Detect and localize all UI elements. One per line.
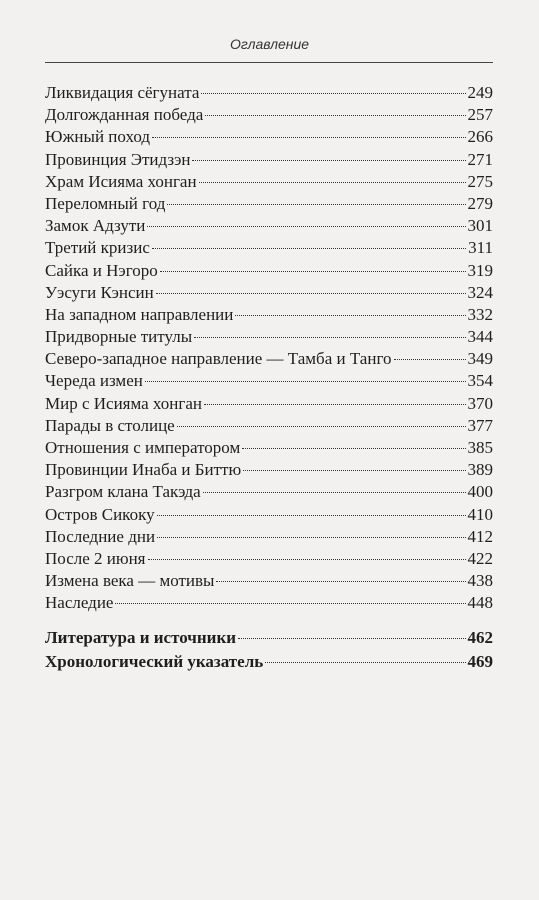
toc-entry-title: Остров Сикоку — [45, 504, 155, 524]
toc-entry-title: Южный поход — [45, 127, 150, 147]
toc-entry-title: Придворные титулы — [45, 327, 193, 347]
toc-entry-page: 370 — [467, 393, 493, 413]
toc-entry-page: 462 — [467, 628, 493, 647]
dot-leader — [115, 603, 465, 604]
toc-entry — [45, 104, 493, 126]
toc-entry-title: Измена века — мотивы — [45, 571, 215, 591]
table-of-contents — [45, 82, 493, 615]
dot-leader — [152, 248, 466, 249]
toc-entry-title: Мир с Исияма хонган — [45, 393, 203, 413]
toc-entry — [45, 526, 493, 548]
toc-entry — [45, 260, 493, 282]
toc-entry-title: Провинции Инаба и Биттю — [45, 460, 242, 480]
toc-entry-page: 448 — [467, 593, 493, 613]
toc-entry — [45, 149, 493, 171]
dot-leader — [203, 492, 466, 493]
toc-entry-title: Отношения с императором — [45, 438, 241, 457]
toc-entry-page: 377 — [467, 415, 493, 435]
toc-entry-title: Ликвидация сёгуната — [45, 83, 200, 102]
dot-leader — [147, 226, 465, 227]
toc-entry — [45, 370, 493, 392]
toc-entry-page: 412 — [467, 526, 493, 546]
toc-entry-page: 266 — [467, 127, 493, 147]
dot-leader — [216, 581, 465, 582]
dot-leader — [192, 160, 465, 161]
toc-entry — [45, 437, 493, 459]
dot-leader — [199, 182, 466, 183]
toc-entry-title: После 2 июня — [45, 548, 146, 568]
toc-entry-title: Разгром клана Такэда — [45, 482, 201, 502]
toc-entry-page: 324 — [467, 282, 493, 302]
toc-entry-page: 438 — [467, 571, 493, 591]
toc-entry-page: 319 — [467, 260, 493, 280]
toc-entry — [45, 481, 493, 503]
dot-leader — [238, 638, 465, 639]
toc-entry-title: Сайка и Нэгоро — [45, 260, 158, 280]
toc-entry-title: Северо-западное направление — Тамба и Танго — [45, 349, 392, 369]
dot-leader — [242, 448, 465, 449]
toc-entry-title: Переломный год — [45, 193, 166, 213]
toc-entry — [45, 215, 493, 237]
toc-entry — [45, 237, 493, 259]
toc-entry-title: Литература и источники — [45, 628, 237, 647]
toc-entry-page: 354 — [467, 371, 493, 391]
dot-leader — [167, 204, 465, 205]
dot-leader — [148, 559, 466, 560]
toc-entry-page: 410 — [467, 504, 493, 524]
toc-entry-title: Хронологический указатель — [45, 652, 264, 671]
toc-entry-title: Последние дни — [45, 526, 156, 546]
toc-entry — [45, 326, 493, 348]
toc-entry — [45, 126, 493, 148]
toc-back-entry — [45, 627, 493, 651]
toc-entry-page: 271 — [467, 149, 493, 169]
toc-entry-title: Провинция Этидзэн — [45, 149, 191, 169]
toc-entry-page: 422 — [467, 548, 493, 568]
dot-leader — [235, 315, 465, 316]
toc-entry — [45, 459, 493, 481]
toc-entry — [45, 282, 493, 304]
dot-leader — [157, 515, 466, 516]
toc-back-entry — [45, 651, 493, 675]
toc-entry-title: Храм Исияма хонган — [45, 171, 197, 191]
toc-entry-title: На западном направлении — [45, 304, 234, 324]
toc-entry — [45, 415, 493, 437]
toc-entry — [45, 592, 493, 614]
dot-leader — [394, 359, 466, 360]
dot-leader — [194, 337, 465, 338]
dot-leader — [160, 271, 466, 272]
dot-leader — [156, 293, 466, 294]
toc-entry-title: Замок Адзути — [45, 216, 146, 236]
toc-entry-page: 385 — [467, 438, 493, 457]
toc-entry-title: Третий кризис — [45, 238, 150, 258]
toc-entry — [45, 348, 493, 370]
dot-leader — [157, 537, 465, 538]
dot-leader — [177, 426, 466, 427]
toc-entry-page: 469 — [467, 652, 493, 671]
dot-leader — [152, 137, 466, 138]
toc-entry-title: Уэсуги Кэнсин — [45, 282, 154, 302]
toc-entry-page: 275 — [467, 171, 493, 191]
running-head: Оглавление — [229, 36, 310, 52]
toc-entry-title: Долгожданная победа — [45, 105, 204, 125]
toc-entry — [45, 548, 493, 570]
toc-entry-title: Череда измен — [45, 371, 143, 391]
header-rule — [45, 62, 493, 63]
back-matter-list — [45, 627, 493, 675]
dot-leader — [145, 381, 466, 382]
toc-entry-page: 349 — [467, 349, 493, 369]
dot-leader — [265, 662, 465, 663]
toc-entry-page: 249 — [467, 83, 493, 102]
toc-entry-title: Наследие — [45, 593, 114, 613]
toc-entry-page: 332 — [467, 304, 493, 324]
toc-entry — [45, 193, 493, 215]
toc-entry — [45, 393, 493, 415]
toc-entry-page: 344 — [467, 327, 493, 347]
toc-entry-page: 400 — [467, 482, 493, 502]
dot-leader — [243, 470, 465, 471]
toc-entry-title: Парады в столице — [45, 415, 175, 435]
toc-entry-page: 389 — [467, 460, 493, 480]
toc-entry-page: 279 — [467, 193, 493, 213]
dot-leader — [205, 115, 465, 116]
toc-entry-page: 311 — [468, 238, 493, 258]
dot-leader — [201, 93, 465, 94]
toc-entry — [45, 504, 493, 526]
toc-entry — [45, 82, 493, 104]
toc-entry — [45, 304, 493, 326]
toc-entry — [45, 570, 493, 592]
dot-leader — [204, 404, 465, 405]
toc-entry-page: 257 — [467, 105, 493, 125]
toc-entry-page: 301 — [467, 216, 493, 236]
toc-entry — [45, 171, 493, 193]
